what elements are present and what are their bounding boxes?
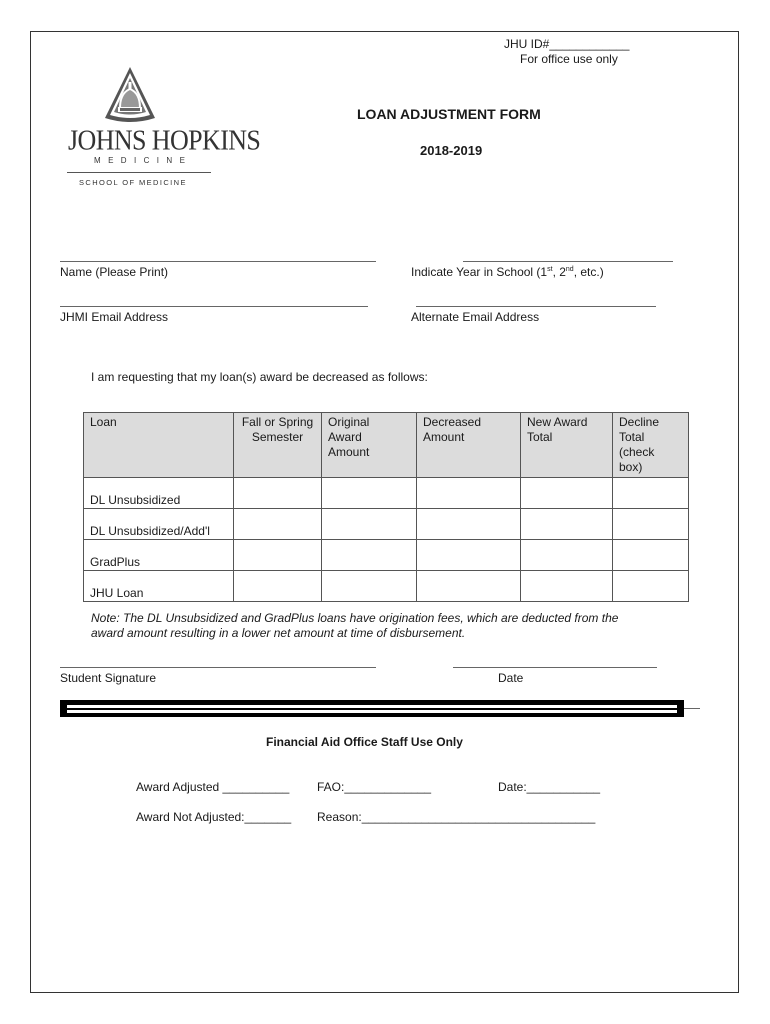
decreased-cell[interactable] (417, 540, 521, 571)
alt-email-label: Alternate Email Address (411, 310, 540, 324)
logo-school: SCHOOL OF MEDICINE (79, 178, 187, 187)
col-semester: Fall or Spring Semester (234, 413, 322, 478)
table-row (84, 571, 689, 602)
new-total-cell[interactable] (521, 540, 613, 571)
section-divider-inner (67, 710, 677, 713)
original-cell[interactable] (322, 478, 417, 509)
year-input-line[interactable] (463, 261, 673, 262)
semester-cell[interactable] (234, 540, 322, 571)
semester-cell[interactable] (234, 478, 322, 509)
name-label: Name (Please Print) (60, 265, 169, 279)
office-use-note: For office use only (520, 52, 618, 66)
reason-field[interactable]: Reason:___________________________________ (317, 810, 596, 824)
loan-name: JHU Loan (84, 571, 234, 602)
original-cell[interactable] (322, 509, 417, 540)
staff-section-title: Financial Aid Office Staff Use Only (266, 735, 463, 749)
decline-checkbox-cell[interactable] (613, 478, 689, 509)
table-row (84, 540, 689, 571)
form-title: LOAN ADJUSTMENT FORM (357, 106, 541, 122)
loan-table (83, 412, 689, 602)
email-label: JHMI Email Address (60, 310, 169, 324)
decreased-cell[interactable] (417, 478, 521, 509)
request-text: I am requesting that my loan(s) award be decreased as follows: (91, 370, 428, 384)
loan-name: GradPlus (84, 540, 234, 571)
semester-cell[interactable] (234, 509, 322, 540)
section-divider (60, 700, 684, 717)
fao-field[interactable]: FAO:_____________ (317, 780, 432, 794)
table-row (84, 478, 689, 509)
email-input-line[interactable] (60, 306, 368, 307)
table-row (84, 509, 689, 540)
logo-wordmark: JOHNS HOPKINS (68, 124, 261, 156)
form-year: 2018-2019 (420, 143, 483, 158)
col-decline: Decline Total (check box) (613, 413, 689, 478)
table-header-row (84, 413, 689, 478)
semester-cell[interactable] (234, 571, 322, 602)
note-line-1: Note: The DL Unsubsidized and GradPlus loans have origination fees, which are deducted from the (91, 611, 619, 625)
decreased-cell[interactable] (417, 571, 521, 602)
year-label: Indicate Year in School (1st, 2nd, etc.) (411, 265, 604, 279)
new-total-cell[interactable] (521, 509, 613, 540)
loan-name: DL Unsubsidized/Add'l (84, 509, 234, 540)
award-adjusted-field[interactable]: Award Adjusted __________ (136, 780, 290, 794)
signature-label: Student Signature (60, 671, 157, 685)
loan-name: DL Unsubsidized (84, 478, 234, 509)
new-total-cell[interactable] (521, 478, 613, 509)
decline-checkbox-cell[interactable] (613, 571, 689, 602)
decline-checkbox-cell[interactable] (613, 509, 689, 540)
logo-divider (67, 172, 211, 173)
name-input-line[interactable] (60, 261, 376, 262)
original-cell[interactable] (322, 540, 417, 571)
note-line-2: award amount resulting in a lower net amount at time of disbursement. (91, 626, 466, 640)
section-divider-inner (67, 705, 677, 708)
col-original: Original Award Amount (322, 413, 417, 478)
section-divider-tail (684, 708, 700, 709)
col-new-total: New Award Total (521, 413, 613, 478)
signature-input-line[interactable] (60, 667, 376, 668)
logo-subtitle: MEDICINE (94, 156, 193, 165)
award-not-adjusted-field[interactable]: Award Not Adjusted:_______ (136, 810, 292, 824)
col-decreased: Decreased Amount (417, 413, 521, 478)
col-loan: Loan (84, 413, 234, 478)
decline-checkbox-cell[interactable] (613, 540, 689, 571)
new-total-cell[interactable] (521, 571, 613, 602)
date-input-line[interactable] (453, 667, 657, 668)
alt-email-input-line[interactable] (416, 306, 656, 307)
staff-date-field[interactable]: Date:___________ (498, 780, 601, 794)
dome-shield-icon (103, 66, 157, 124)
decreased-cell[interactable] (417, 509, 521, 540)
original-cell[interactable] (322, 571, 417, 602)
date-label: Date (498, 671, 524, 685)
jhu-id-field[interactable]: JHU ID#____________ (504, 37, 630, 51)
